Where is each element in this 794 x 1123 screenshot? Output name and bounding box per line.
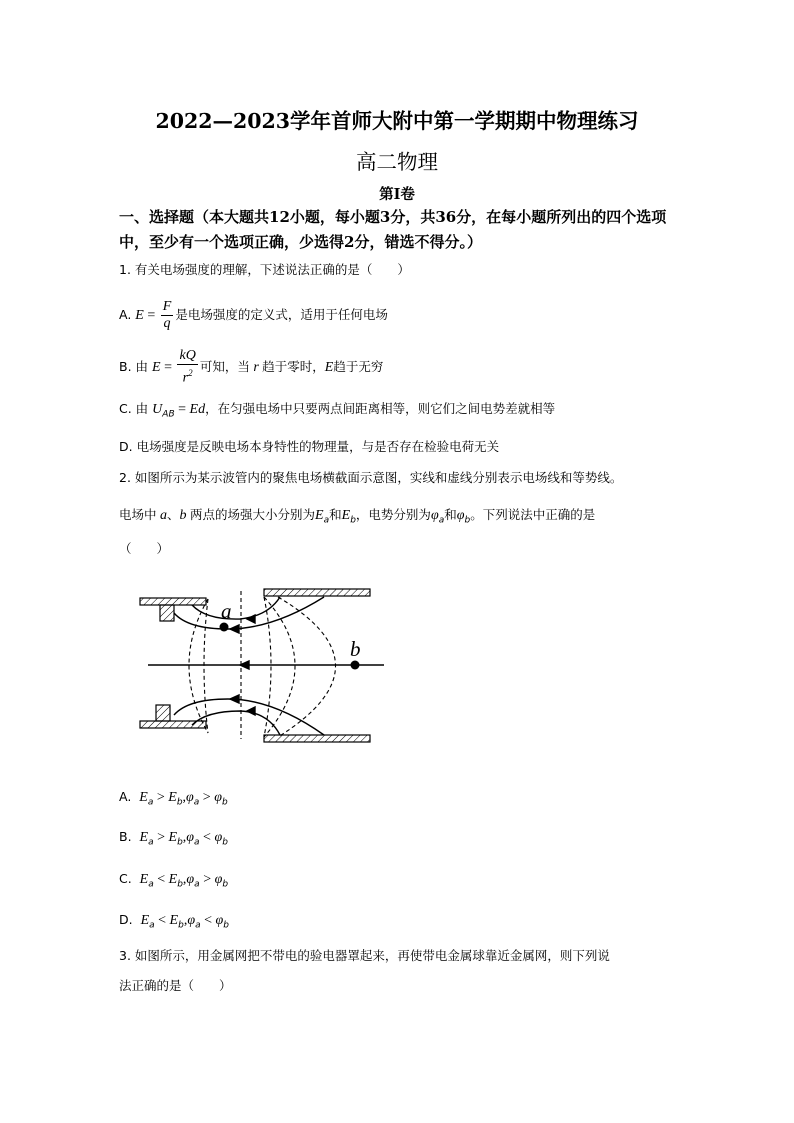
q2-a-rel1: >	[156, 790, 165, 805]
point-b-label: b	[350, 637, 361, 661]
focusing-field-figure	[128, 585, 390, 750]
q2-b-rel2: <	[203, 830, 211, 845]
q1-option-c: C. 由 $U_{AB} = Ed$，在匀强电场中只要两点间距离相等，则它们之间电势差就相等	[119, 401, 556, 420]
q1-b-label: B. 由	[119, 359, 149, 374]
q2-b-rel1: >	[157, 830, 165, 845]
q2-c-label: C.	[119, 871, 132, 886]
q2-line2-c: 和	[329, 507, 342, 522]
q2-a-label: A.	[119, 789, 132, 804]
field-lines	[148, 597, 384, 735]
q2-c-rel2: >	[203, 872, 212, 887]
page-title: 2022—2023学年首师大附中第一学期期中物理练习	[155, 109, 639, 133]
q1-b-text3: 趋于无穷	[333, 359, 384, 374]
q2-d-rel1: <	[158, 913, 167, 928]
q2-line2-e: 和	[444, 507, 457, 522]
q2-option-b: B. $E_a > E_b,\varphi_a < \varphi_b$	[119, 829, 228, 848]
section-heading: 一、选择题（本大题共12小题，每小题3分，共36分，在每小题所列出的四个选项中，至少有一个选项正确，少选得2分，错选不得分。）	[119, 208, 667, 251]
q2-option-d: D. $E_a < E_b,\varphi_a < \varphi_b$	[119, 912, 229, 931]
q1-b-text2: 趋于零时，	[262, 359, 325, 374]
q1-a-label: A.	[119, 307, 132, 322]
point-a-label: a	[221, 599, 232, 623]
q2-a-rel2: >	[202, 790, 211, 805]
volume-label: 第Ⅰ卷	[379, 186, 415, 203]
page-subtitle: 高二物理	[356, 150, 438, 174]
q2-option-a: A. $E_a > E_b,\varphi_a > \varphi_b$	[119, 789, 228, 808]
q1-a-text: 是电场强度的定义式，适用于任何电场	[175, 307, 388, 322]
q2-c-rel1: <	[157, 872, 166, 887]
q1-option-a: A. E = $\frac{F}{q}$ 是电场强度的定义式，适用于任何电场	[119, 299, 388, 331]
q1-option-b: B. 由 E = $\frac{kQ}{r^2}$ 可知，当 r 趋于零时，E趋于无穷	[119, 348, 384, 386]
q3-line1: 3. 如图所示，用金属网把不带电的验电器罩起来，再使带电金属球靠近金属网，则下列说	[119, 948, 610, 963]
q2-d-rel2: <	[204, 913, 212, 928]
q2-d-label: D.	[119, 912, 133, 927]
q3-line2: 法正确的是（ ）	[119, 978, 232, 993]
q1-c-label: C. 由	[119, 401, 149, 416]
point-a	[220, 623, 229, 632]
q1-option-d: D. 电场强度是反映电场本身特性的物理量，与是否存在检验电荷无关	[119, 439, 500, 454]
q1-stem: 1. 有关电场强度的理解，下述说法正确的是（ ）	[119, 262, 410, 277]
q2-option-c: C. $E_a < E_b,\varphi_a > \varphi_b$	[119, 871, 229, 890]
q2-line2-f: 。下列说法中正确的是	[470, 507, 596, 522]
q2-line1: 2. 如图所示为某示波管内的聚焦电场横截面示意图，实线和虚线分别表示电场线和等势线。	[119, 470, 623, 485]
q2-line2-b: 两点的场强大小分别为	[190, 507, 316, 522]
q1-c-text: ，在匀强电场中只要两点间距离相等，则它们之间电势差就相等	[205, 401, 556, 416]
q2-line2: 电场中 a、b 两点的场强大小分别为$E_a$和$E_b$，电势分别为$\varphi_a$和$\varphi_b$。下列说法中正确的是	[119, 507, 596, 526]
q2-paren: （ ）	[119, 541, 170, 556]
q2-b-label: B.	[119, 829, 132, 844]
q2-line2-a: 电场中	[119, 507, 157, 522]
q1-b-text1: 可知，当	[199, 359, 250, 374]
point-b	[351, 661, 360, 670]
q2-line2-d: ，电势分别为	[355, 507, 431, 522]
